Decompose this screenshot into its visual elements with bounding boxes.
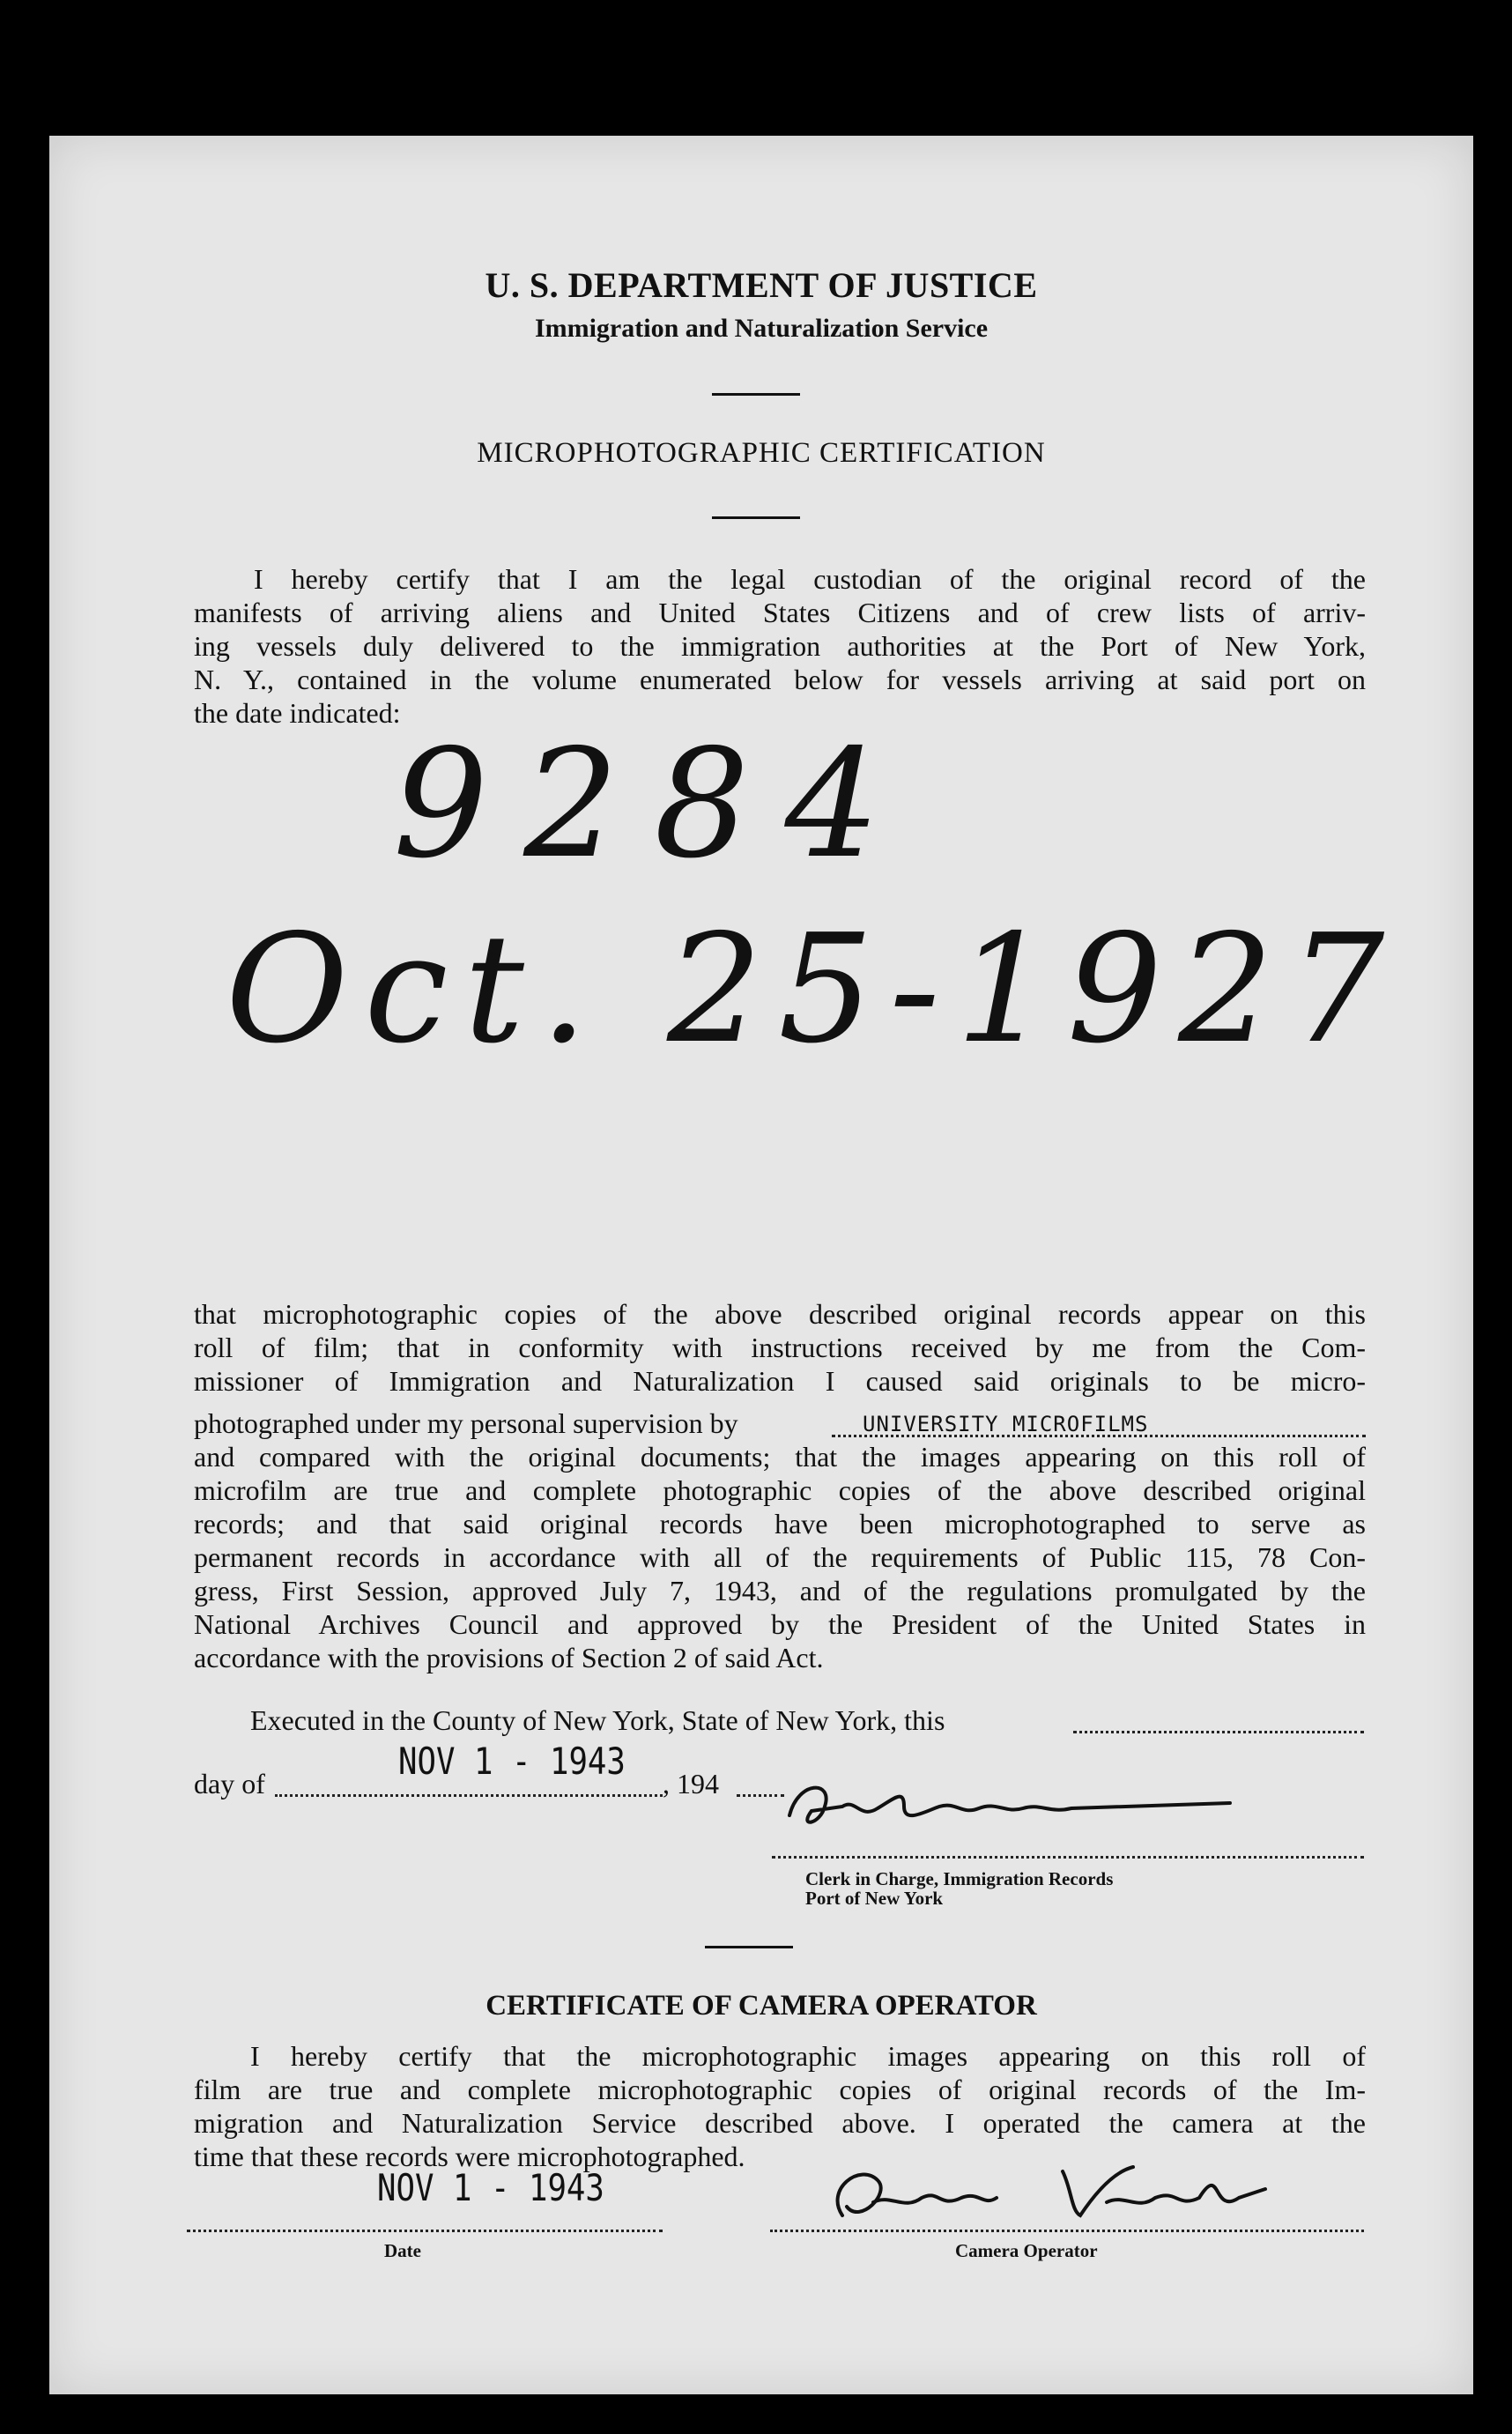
operator-line: migration and Naturalization Service described above. I operated the camera at the	[194, 2107, 1366, 2139]
date-stamp: NOV 1 - 1943	[398, 1740, 626, 1783]
operator-date-stamp: NOV 1 - 1943	[377, 2166, 604, 2209]
day-of-label: day of	[194, 1768, 265, 1800]
body-line: accordance with the provisions of Section 2 of said Act.	[194, 1642, 824, 1673]
handwritten-date: Oct. 25-1927	[226, 902, 1401, 1077]
body-line: National Archives Council and approved by the President of the United States in	[194, 1608, 1366, 1640]
operator-line: time that these records were microphotographed.	[194, 2141, 745, 2172]
intro-line: N. Y., contained in the volume enumerated below for vessels arriving at said port on	[194, 664, 1366, 695]
month-fill-line	[275, 1794, 663, 1797]
clerk-signature	[772, 1771, 1301, 1842]
executed-text: Executed in the County of New York, State of New York, this	[250, 1704, 945, 1736]
day-fill-line	[1073, 1731, 1364, 1733]
body-line: records; and that said original records have been microphotographed to serve as	[194, 1508, 1366, 1540]
intro-line: the date indicated:	[194, 697, 401, 729]
department-heading: U. S. DEPARTMENT OF JUSTICE	[485, 265, 1038, 305]
body-line: permanent records in accordance with all of the requirements of Public 115, 78 Con-	[194, 1541, 1366, 1573]
clerk-title: Clerk in Charge, Immigration Records	[805, 1868, 1114, 1889]
camera-operator-label: Camera Operator	[955, 2240, 1098, 2261]
operator-signature-line	[770, 2230, 1364, 2232]
handwritten-volume-number: 9284	[393, 717, 915, 892]
certification-title: MICROPHOTOGRAPHIC CERTIFICATION	[477, 437, 1046, 469]
divider	[712, 393, 800, 396]
intro-line: manifests of arriving aliens and United States Citizens and of crew lists of arriv-	[194, 597, 1366, 628]
body-line: that microphotographic copies of the above described original records appear on this	[194, 1298, 1366, 1330]
date-label: Date	[384, 2240, 421, 2261]
clerk-signature-line	[772, 1856, 1364, 1859]
operator-signature	[807, 2154, 1301, 2233]
operator-line: I hereby certify that the microphotographic images appearing on this roll of	[250, 2040, 1366, 2072]
date-fill-line	[187, 2230, 663, 2232]
body-line: microfilm are true and complete photographic copies of the above described original	[194, 1474, 1366, 1506]
operator-heading: CERTIFICATE OF CAMERA OPERATOR	[485, 1990, 1037, 2022]
operator-line: film are true and complete microphotographic copies of original records of the Im-	[194, 2074, 1366, 2105]
certificate-page	[49, 136, 1473, 2394]
body-line: and compared with the original documents; that the images appearing on this roll of	[194, 1441, 1366, 1473]
supervisor-name: UNIVERSITY MICROFILMS	[863, 1412, 1149, 1436]
intro-line: I hereby certify that I am the legal custodian of the original record of the	[254, 563, 1366, 595]
body-line: photographed under my personal supervision by	[194, 1407, 738, 1439]
clerk-location: Port of New York	[805, 1888, 944, 1909]
intro-line: ing vessels duly delivered to the immigration authorities at the Port of New York,	[194, 630, 1366, 662]
service-subheading: Immigration and Naturalization Service	[534, 314, 989, 343]
divider	[712, 516, 800, 519]
body-line: gress, First Session, approved July 7, 1943, and of the regulations promulgated by the	[194, 1575, 1366, 1607]
body-line: missioner of Immigration and Naturalization I caused said originals to be micro-	[194, 1365, 1366, 1397]
year-prefix: , 194	[663, 1768, 719, 1800]
body-line: roll of film; that in conformity with instructions received by me from the Com-	[194, 1332, 1366, 1363]
divider	[705, 1946, 793, 1948]
